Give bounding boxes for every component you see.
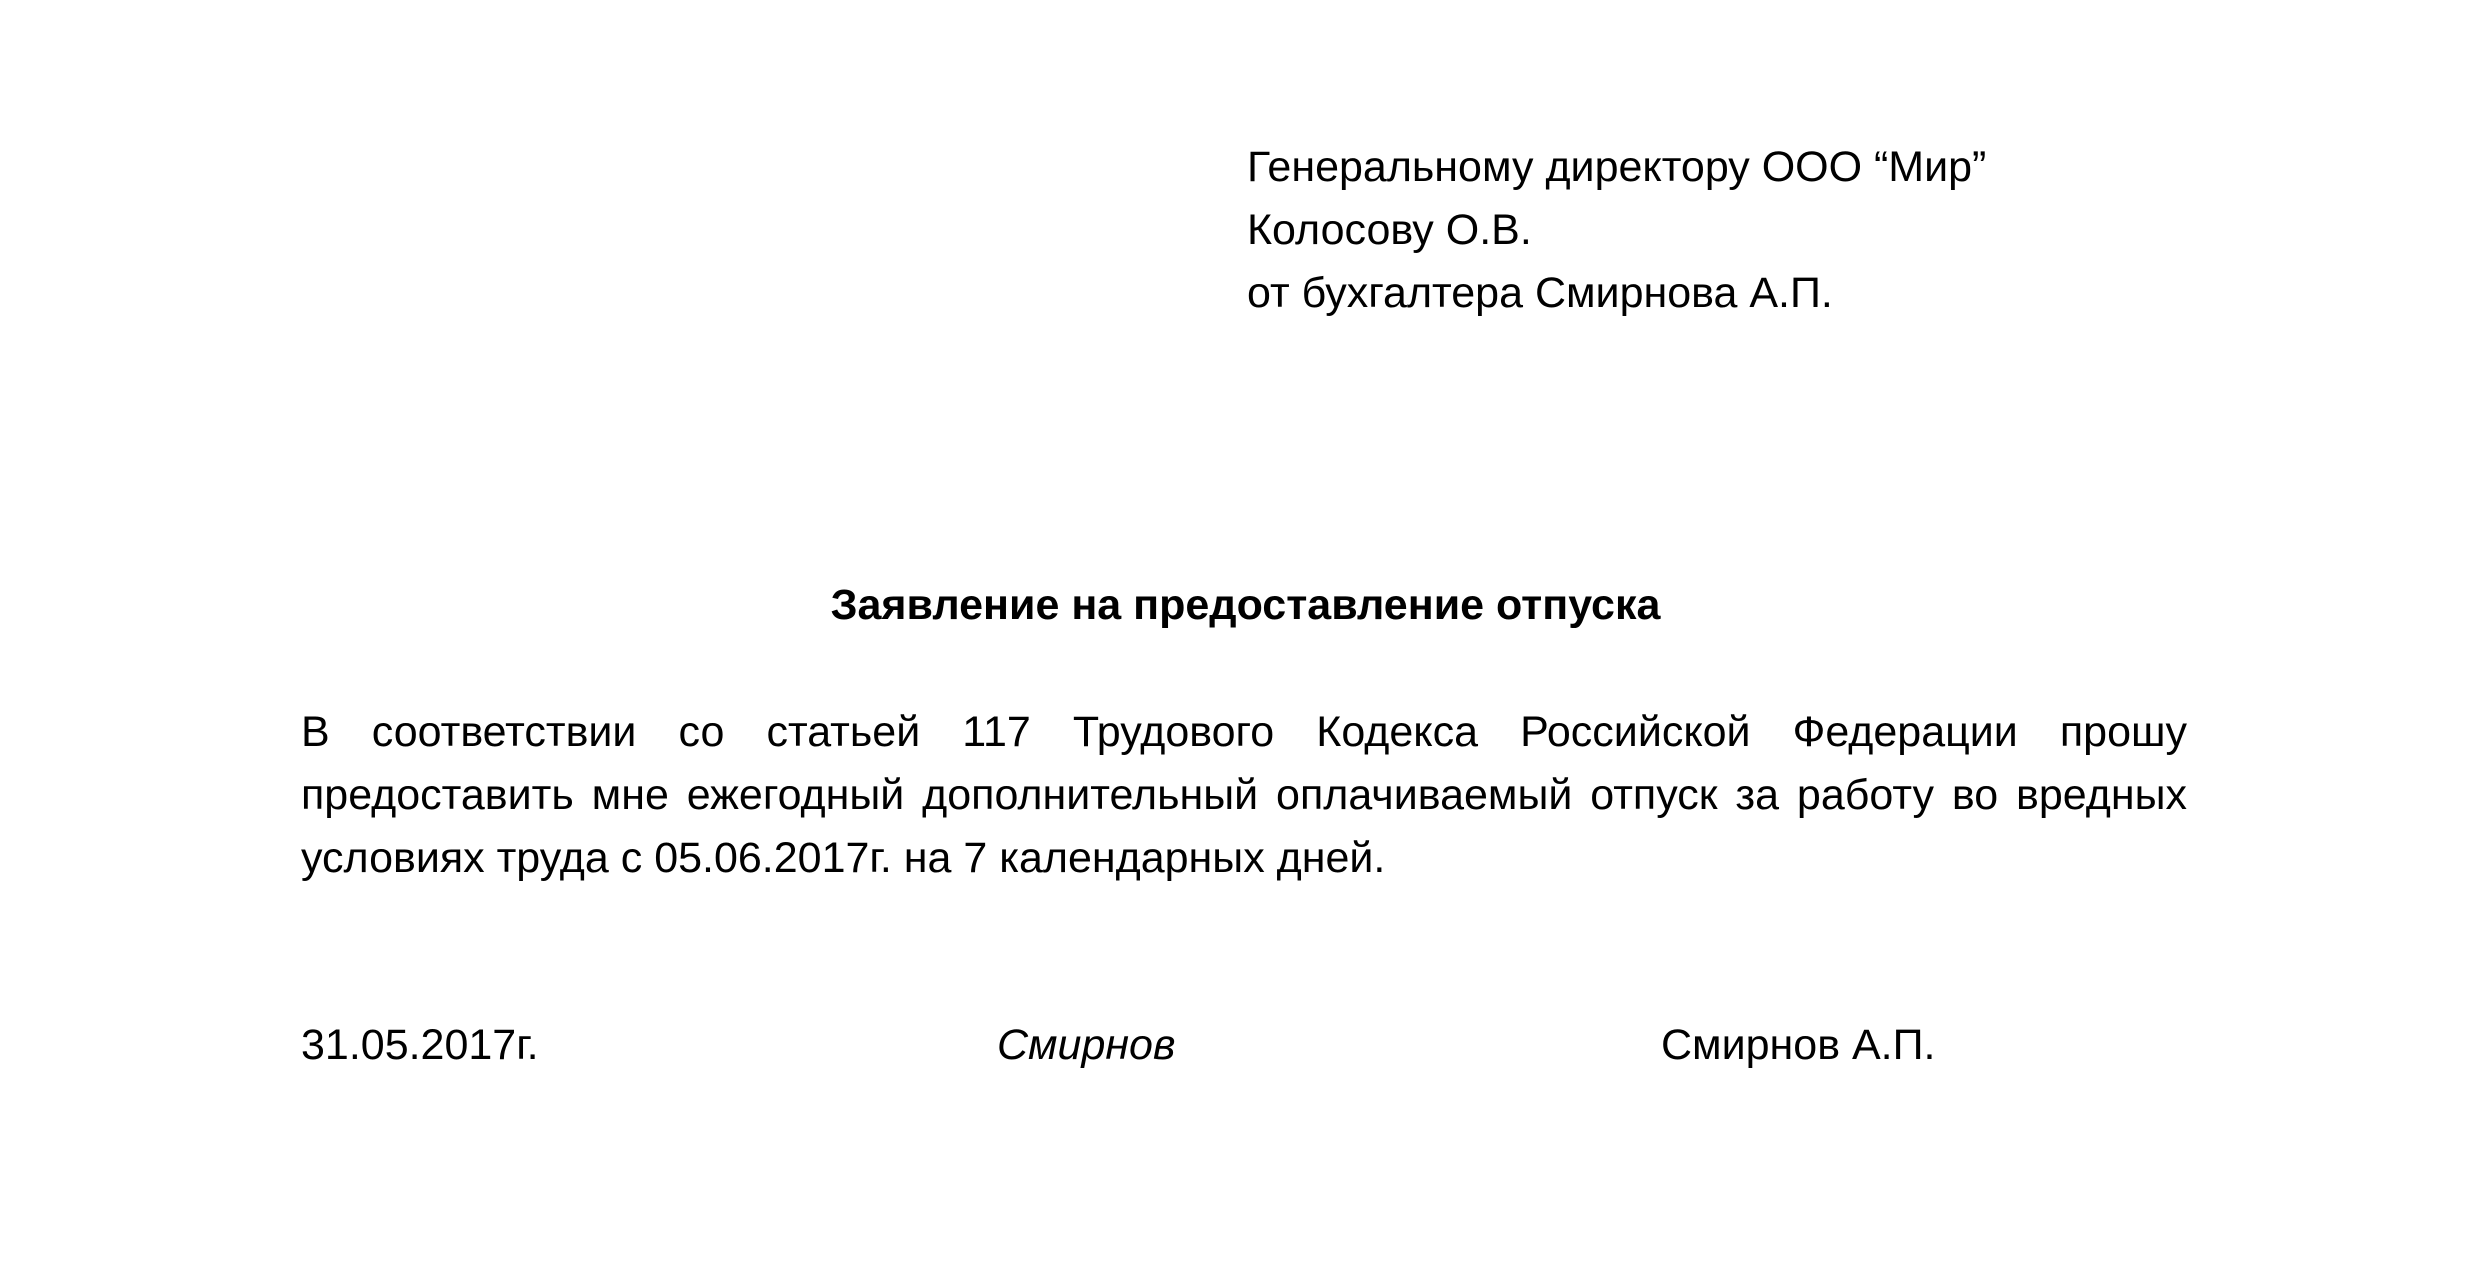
document-title [0, 574, 2483, 637]
addressee-block [1247, 136, 2347, 325]
sender-line: от бухгалтера Смирнова А.П. [1247, 269, 1833, 317]
request-paragraph: В соответствии со статьей 117 Трудового Кодекса Российской Федерации прошу предоставить мне ежегодный дополнительный оплачиваемый отпуск за работу во вредных условиях труда с 05.06.2017г. на 7 календарных дней. [301, 708, 2187, 882]
addressee-position: Генеральному директору ООО “Мир” [1247, 143, 1987, 191]
addressee-name: Колосову О.В. [1247, 206, 1532, 254]
document-title-text: Заявление на предоставление отпуска [830, 581, 1661, 629]
footer-date: 31.05.2017г. [301, 1021, 539, 1069]
footer-signer-name: Смирнов А.П. [1661, 1021, 1936, 1069]
handwritten-signature: Смирнов [997, 1021, 1176, 1069]
